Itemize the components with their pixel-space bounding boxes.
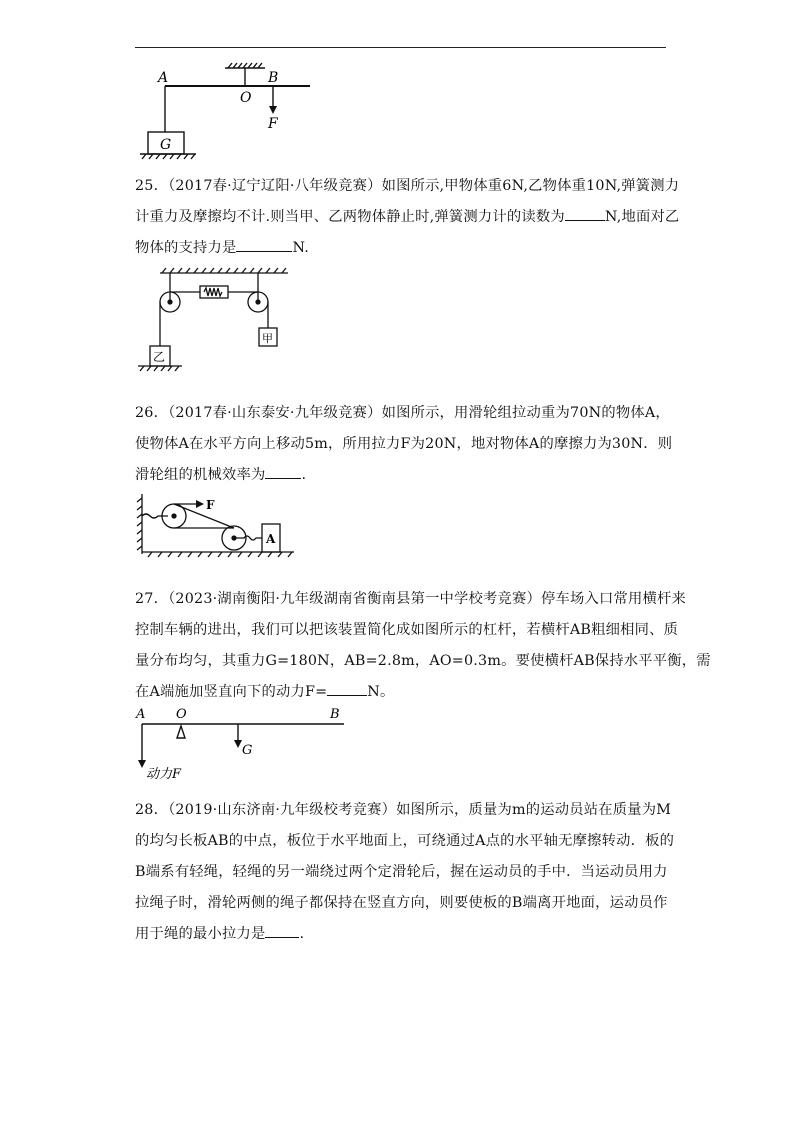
- answer-blank: [265, 464, 301, 479]
- q25-line1: 25．（2017春·辽宁辽阳·八年级竞赛）如图所示,甲物体重6N,乙物体重10N,弹簧测力: [135, 178, 680, 194]
- page-header-rule: [135, 47, 666, 48]
- question-28: [135, 795, 675, 950]
- figure-pulley-spring-25: [138, 268, 298, 378]
- q25-line3b: N.: [292, 240, 310, 256]
- q26-line3a: 滑轮组的机械效率为: [135, 467, 266, 483]
- q25-line2a: 计重力及摩擦均不计.则当甲、乙两物体静止时,弹簧测力计的读数为: [135, 209, 565, 225]
- figure-lever-24: [130, 62, 330, 162]
- q28-line3: B端系有轻绳，轻绳的另一端绕过两个定滑轮后，握在运动员的手中．当运动员用力: [135, 864, 668, 880]
- label-B: B: [268, 70, 279, 86]
- question-25: [135, 171, 680, 264]
- q25-line2b: N,地面对乙: [604, 209, 680, 225]
- q26-line3b: .: [301, 467, 307, 483]
- q28-line1: 28．（2019·山东济南·九年级校考竞赛）如图所示，质量为m的运动员站在质量为M: [135, 802, 672, 818]
- label-F: F: [206, 498, 215, 512]
- label-B: B: [330, 707, 340, 722]
- answer-blank: [565, 206, 605, 221]
- q27-line1: 27．（2023·湖南衡阳·九年级湖南省衡南县第一中学校考竞赛）停车场入口常用横杆来: [135, 591, 687, 607]
- q27-line2: 控制车辆的进出，我们可以把该装置简化成如图所示的杠杆，若横杆AB粗细相同、质: [135, 622, 679, 638]
- q25-line3a: 物体的支持力是: [135, 240, 237, 256]
- figure-barrier-lever-27: [134, 706, 354, 782]
- q26-line2: 使物体A在水平方向上移动5m，所用拉力F为20N，地对物体A的摩擦力为30N．则: [135, 436, 673, 452]
- q28-line5a: 用于绳的最小拉力是: [135, 926, 266, 942]
- q28-line4: 拉绳子时，滑轮两侧的绳子都保持在竖直方向，则要使板的B端离开地面，运动员作: [135, 895, 668, 911]
- label-A: A: [266, 532, 276, 546]
- label-jia: 甲: [262, 332, 273, 345]
- question-26: [135, 398, 675, 491]
- answer-blank: [236, 237, 292, 252]
- label-yi: 乙: [153, 350, 166, 364]
- q26-line1: 26．（2017春·山东泰安·九年级竞赛）如图所示，用滑轮组拉动重为70N的物体A，: [135, 405, 670, 421]
- label-G: G: [242, 743, 253, 758]
- q27-line3: 量分布均匀，其重力G=180N，AB=2.8m，AO=0.3m。要使横杆AB保持水平平衡，需: [135, 653, 711, 669]
- label-O: O: [240, 90, 252, 106]
- label-A: A: [158, 70, 169, 86]
- q27-line4a: 在A端施加竖直向下的动力F=: [135, 684, 328, 700]
- label-A: A: [136, 707, 146, 722]
- label-G: G: [160, 137, 172, 153]
- q27-line4b: N。: [367, 684, 395, 700]
- question-27: [135, 584, 711, 708]
- label-O: O: [176, 707, 187, 722]
- label-force: 动力F: [146, 767, 182, 782]
- label-F: F: [268, 116, 278, 132]
- answer-blank: [265, 923, 299, 938]
- figure-pulley-block-26: [134, 494, 304, 559]
- q28-line2: 的均匀长板AB的中点，板位于水平地面上，可绕通过A点的水平轴无摩擦转动．板的: [135, 833, 675, 849]
- answer-blank: [327, 681, 367, 696]
- q28-line5b: .: [299, 926, 305, 942]
